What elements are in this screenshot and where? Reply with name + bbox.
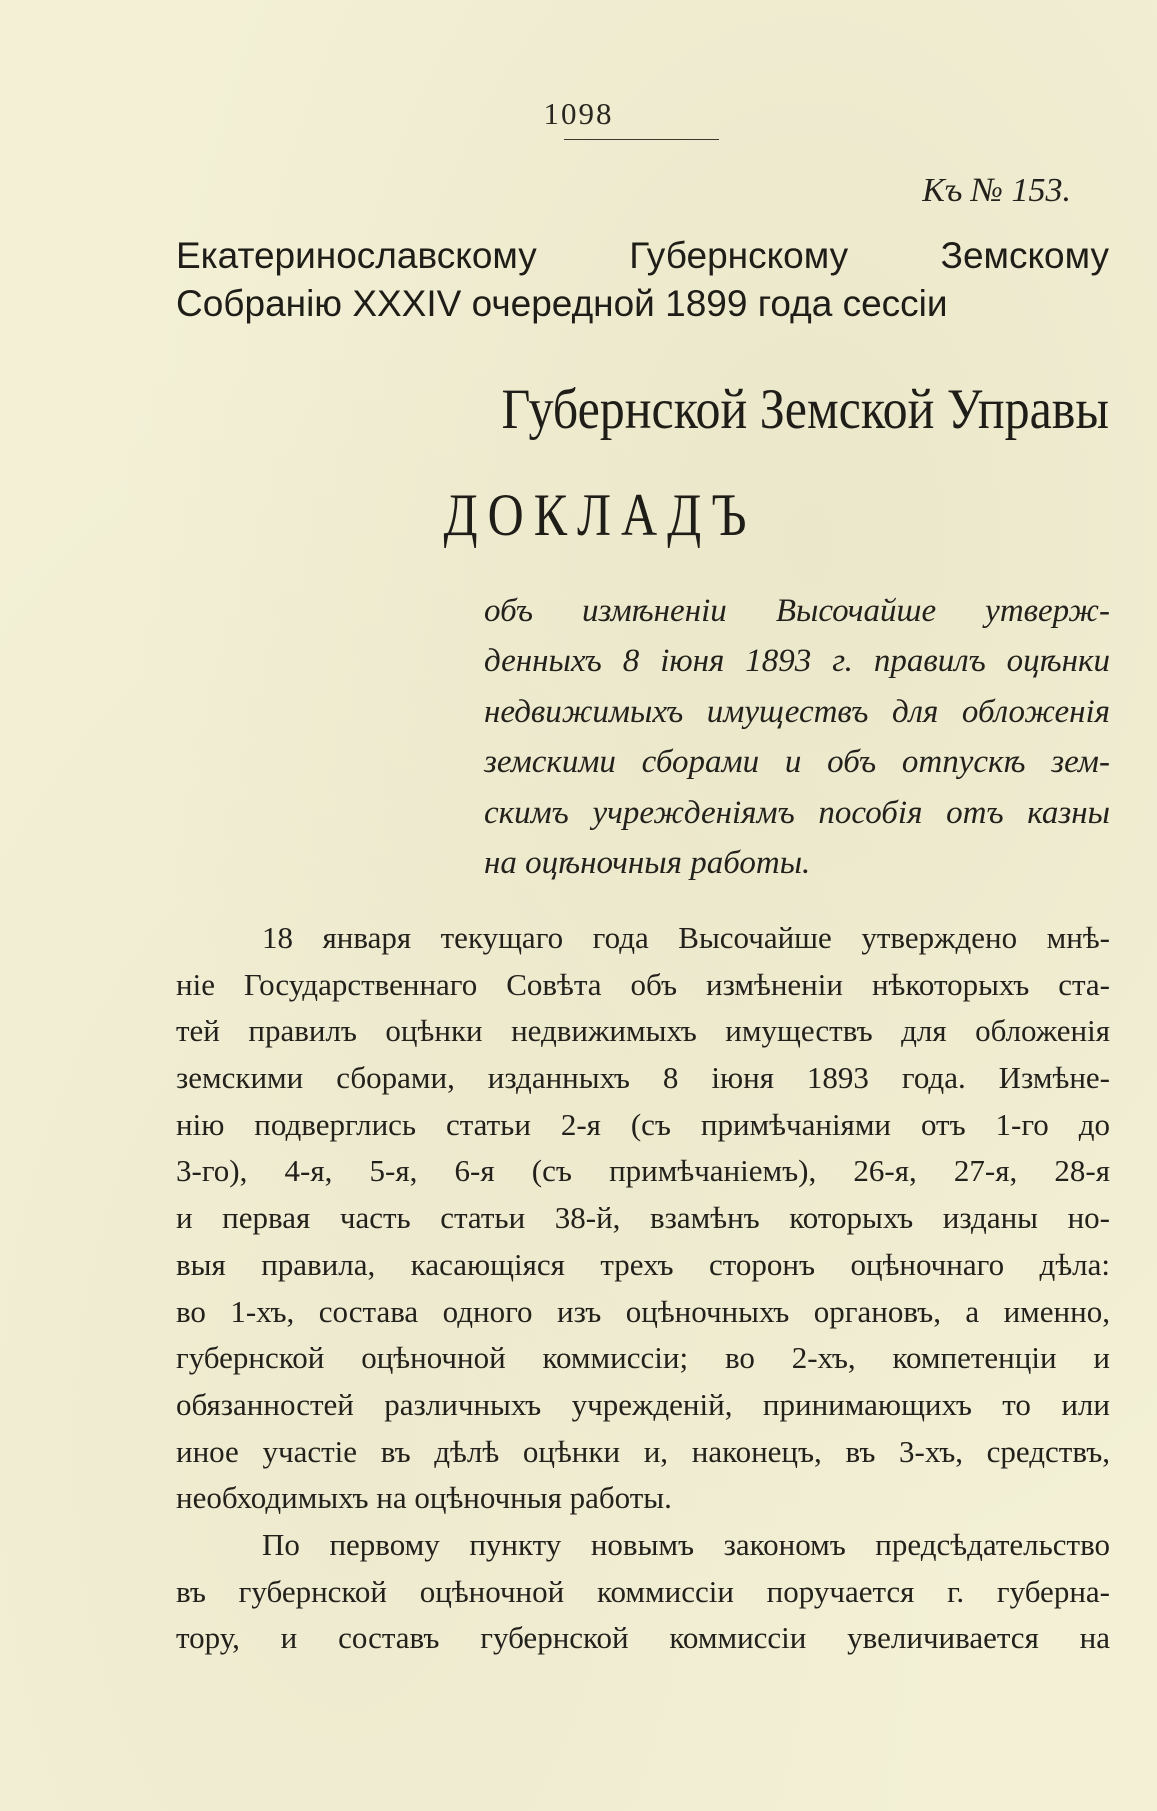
heading-line-1: Екатеринославскому Губернскому Земскому [176,235,1109,276]
subject-line: земскими сборами и объ отпускѣ зем- [484,744,1110,781]
body-text [176,915,1110,1662]
page-number-rule [564,139,719,140]
subject-line: на оцѣночныя работы. [484,844,811,881]
reference-number: Къ № 153. [922,172,1071,209]
doklad-title: ДОКЛАДЪ [443,481,757,549]
subject-line: недвижимыхъ имуществъ для обложенія [484,693,1110,730]
body-line: необходимыхъ на оцѣночныя работы. [176,1480,672,1516]
body-line: выя правила, касающіяся трехъ сторонъ оцѣночнаго дѣла: [176,1246,1110,1282]
heading-line-2: Собранію XXXIV очередной 1899 года сессіи [176,283,948,324]
body-line: земскими сборами, изданныхъ 8 іюня 1893 года. Измѣне- [176,1060,1110,1096]
body-line: 18 января текущаго года Высочайше утверждено мнѣ- [262,920,1110,955]
body-line: обязанностей различныхъ учрежденій, принимающихъ то или [176,1386,1110,1422]
subject-line: денныхъ 8 іюня 1893 г. правилъ оцѣнки [484,643,1110,680]
body-line: По первому пункту новымъ закономъ предсѣдательство [262,1526,1110,1562]
body-line: тору, и составъ губернской коммиссіи увеличивается на [176,1620,1110,1656]
body-line: ніе Государственнаго Совѣта объ измѣненіи нѣкоторыхъ ста- [176,966,1110,1002]
report-subject [484,586,1110,888]
body-line: въ губернской оцѣночной коммиссіи поручается г. губерна- [176,1573,1110,1609]
body-line: во 1-хъ, состава одного изъ оцѣночныхъ органовъ, а именно, [176,1293,1110,1329]
body-line: и первая часть статьи 38-й, взамѣнъ которыхъ изданы но- [176,1200,1110,1236]
body-line: 3-го), 4-я, 5-я, 6-я (съ примѣчаніемъ), 26-я, 27-я, 28-я [176,1153,1110,1189]
page-number: 1098 [543,96,614,131]
body-line: тей правилъ оцѣнки недвижимыхъ имуществъ для обложенія [176,1013,1110,1049]
body-line: иное участіе въ дѣлѣ оцѣнки и, наконецъ, въ 3-хъ, средствъ, [176,1433,1110,1469]
body-line: губернской оцѣночной коммиссіи; во 2-хъ, компетенціи и [176,1340,1110,1376]
body-line: нію подверглись статьи 2-я (съ примѣчаніями отъ 1-го до [176,1106,1110,1142]
subject-line: скимъ учрежденіямъ пособія отъ казны [484,794,1110,831]
subject-line: объ измѣненіи Высочайше утверж- [484,593,1110,629]
uprava-title: Губернской Земской Управы [501,376,1109,441]
